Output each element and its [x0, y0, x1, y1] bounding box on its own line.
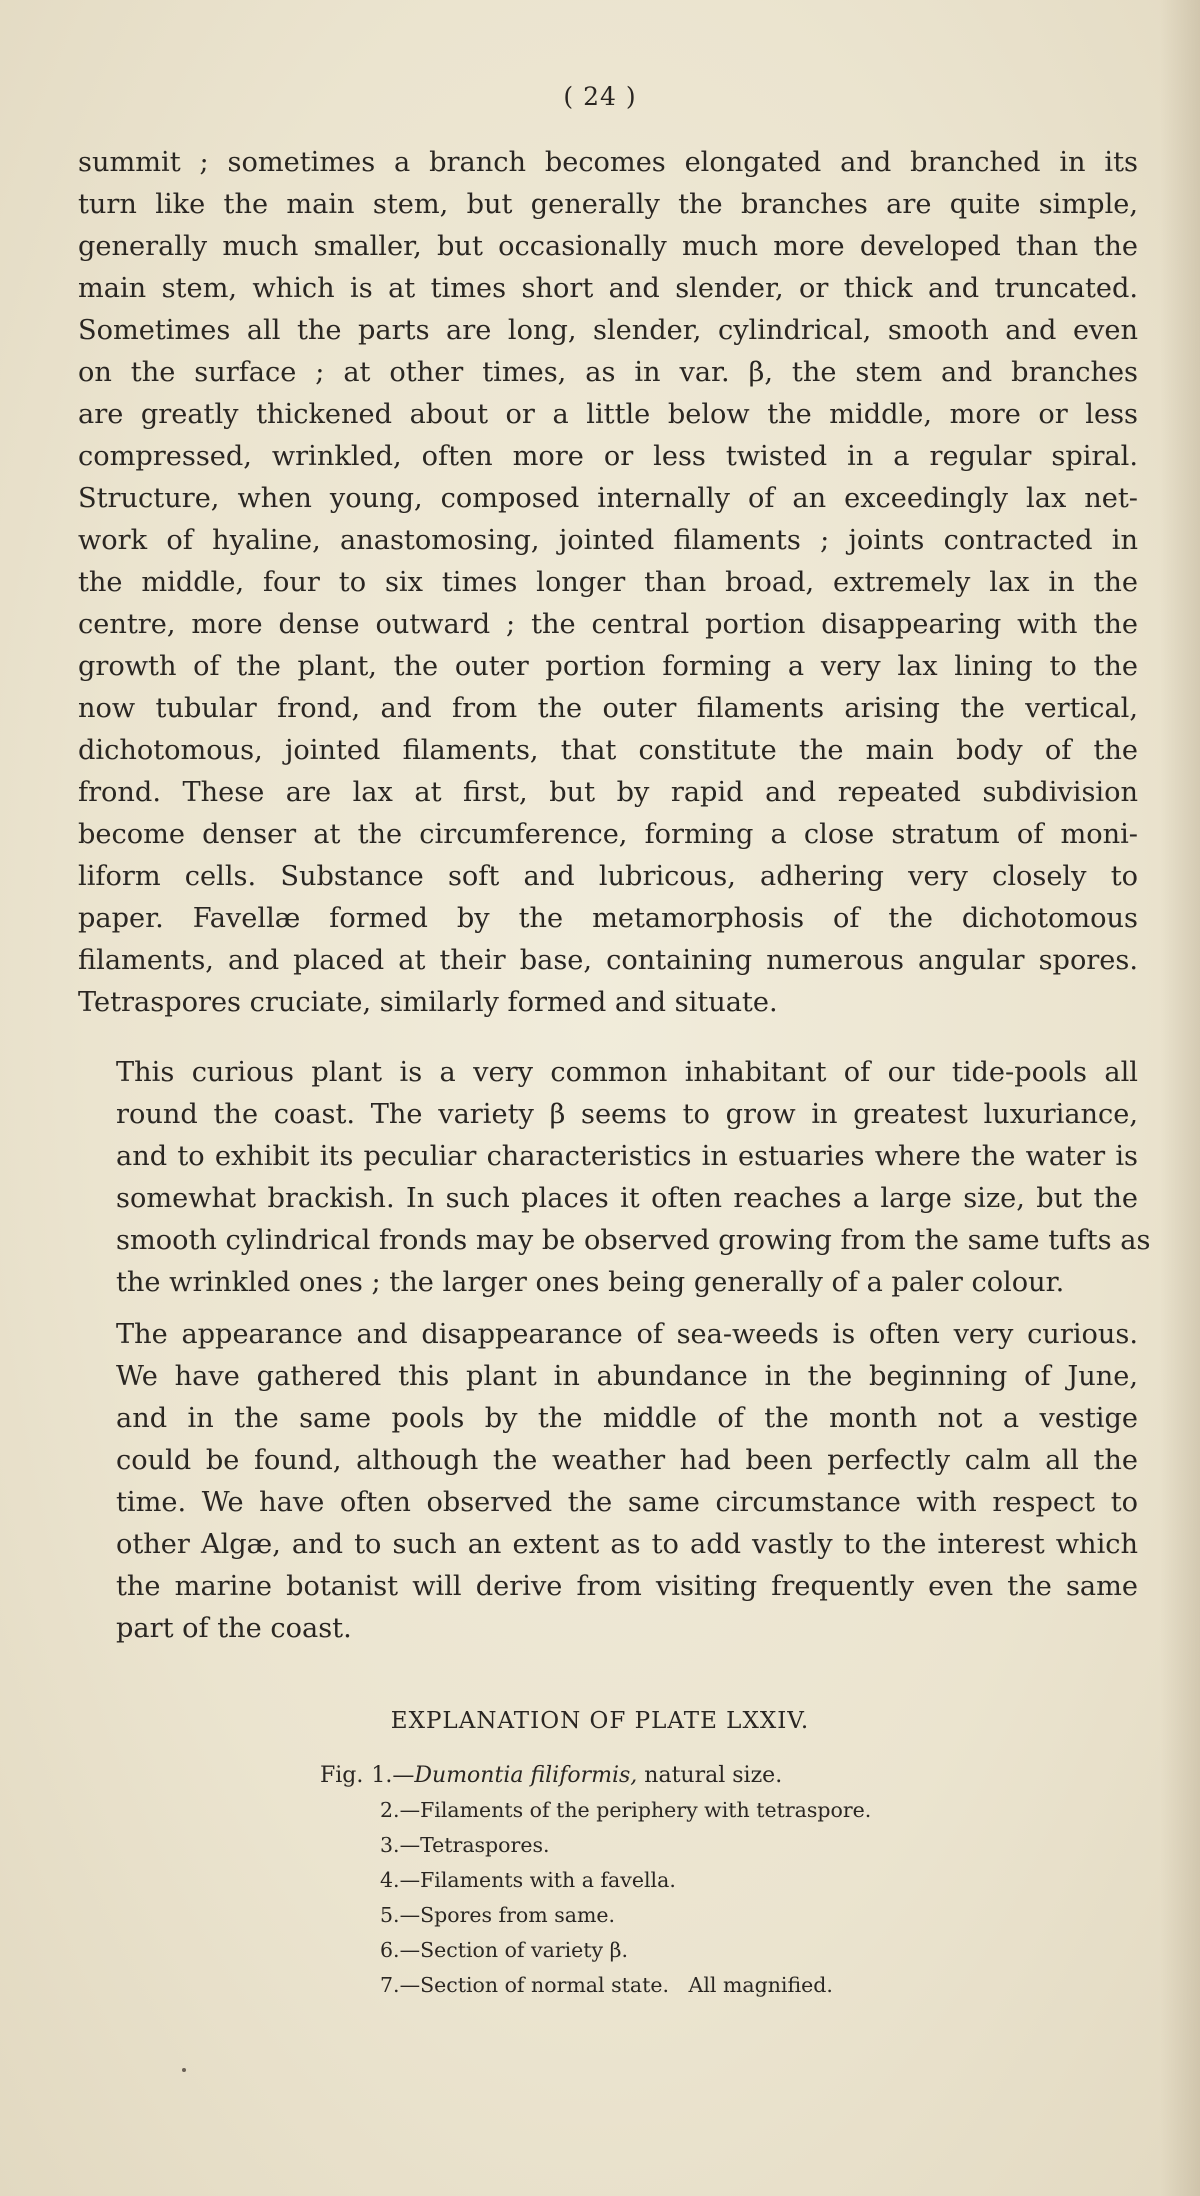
figure-item — [320, 1968, 1120, 2003]
figure-item — [320, 1828, 1120, 1863]
figure-number: 7. — [380, 1973, 400, 1997]
figure-caption: —Tetraspores. — [399, 1833, 550, 1857]
figure-caption: —Section of normal state. All magnified. — [399, 1973, 833, 1997]
text-line: the wrinkled ones ; the larger ones being generally of a paler colour. — [116, 1267, 1065, 1298]
text-line: on the surface ; at other times, as in var. β, the stem and branches — [78, 357, 1138, 388]
text-line: filaments, and placed at their base, containing numerous angular spores. — [78, 945, 1138, 976]
text-line: and in the same pools by the middle of the month not a vestige — [116, 1403, 1138, 1434]
text-line: part of the coast. — [116, 1613, 352, 1644]
page-number: ( 24 ) — [563, 82, 637, 111]
fig-label: Fig. — [320, 1763, 364, 1788]
text-line: generally much smaller, but occasionally much more developed than the — [78, 231, 1138, 262]
description-paragraph — [78, 142, 1138, 1024]
text-line: somewhat brackish. In such places it often reaches a large size, but the — [116, 1183, 1138, 1214]
text-line: are greatly thickened about or a little below the middle, more or less — [78, 399, 1138, 430]
figure-caption: —Filaments with a favella. — [399, 1868, 676, 1892]
text-line: We have gathered this plant in abundance in the beginning of June, — [116, 1361, 1138, 1392]
figure-number: 3. — [380, 1833, 400, 1857]
figure-list — [320, 1758, 1120, 2003]
plate-explanation-heading: EXPLANATION OF PLATE LXXIV. — [390, 1708, 810, 1734]
text-line: now tubular frond, and from the outer filaments arising the vertical, — [78, 693, 1138, 724]
figure-caption: —Section of variety β. — [399, 1938, 629, 1962]
text-line: smooth cylindrical fronds may be observed growing from the same tufts as — [116, 1225, 1151, 1256]
text-line: the middle, four to six times longer than broad, extremely lax in the — [78, 567, 1138, 598]
text-line: Sometimes all the parts are long, slender, cylindrical, smooth and even — [78, 315, 1138, 346]
figure-caption: —Spores from same. — [399, 1903, 616, 1927]
text-line: main stem, which is at times short and slender, or thick and truncated. — [78, 273, 1138, 304]
figure-caption: —Filaments of the periphery with tetraspore. — [399, 1798, 872, 1822]
text-line: Structure, when young, composed internally of an exceedingly lax net- — [78, 483, 1138, 514]
text-line: frond. These are lax at first, but by rapid and repeated subdivision — [78, 777, 1138, 808]
figure-item — [320, 1898, 1120, 1933]
text-line: paper. Favellæ formed by the metamorphosis of the dichotomous — [78, 903, 1138, 934]
figure-item — [320, 1863, 1120, 1898]
seasonal-paragraph — [78, 1314, 1138, 1650]
ink-speck — [182, 2068, 186, 2072]
species-name: Dumontia filiformis, — [414, 1763, 638, 1788]
body-text — [78, 142, 1151, 1650]
figure-number: 4. — [380, 1868, 400, 1892]
text-line: This curious plant is a very common inhabitant of our tide-pools all — [116, 1057, 1138, 1088]
text-line: work of hyaline, anastomosing, jointed filaments ; joints contracted in — [78, 525, 1138, 556]
figure-number: 5. — [380, 1903, 400, 1927]
text-line: other Algæ, and to such an extent as to add vastly to the interest which — [116, 1529, 1138, 1560]
figure-caption: natural size. — [644, 1763, 783, 1788]
figure-number: 6. — [380, 1938, 400, 1962]
figure-number: 1.— — [371, 1763, 415, 1788]
text-line: become denser at the circumference, forming a close stratum of moni- — [78, 819, 1138, 850]
text-line: summit ; sometimes a branch becomes elongated and branched in its — [78, 147, 1138, 178]
text-line: time. We have often observed the same circumstance with respect to — [116, 1487, 1138, 1518]
text-line: could be found, although the weather had been perfectly calm all the — [116, 1445, 1138, 1476]
figure-item — [320, 1758, 1120, 1793]
text-line: liform cells. Substance soft and lubricous, adhering very closely to — [78, 861, 1138, 892]
text-line: dichotomous, jointed filaments, that constitute the main body of the — [78, 735, 1138, 766]
habitat-paragraph — [78, 1052, 1151, 1304]
text-line: growth of the plant, the outer portion forming a very lax lining to the — [78, 651, 1138, 682]
text-line: and to exhibit its peculiar characteristics in estuaries where the water is — [116, 1141, 1138, 1172]
text-line: The appearance and disappearance of sea-weeds is often very curious. — [116, 1319, 1138, 1350]
text-line: the marine botanist will derive from visiting frequently even the same — [116, 1571, 1138, 1602]
figure-number: 2. — [380, 1798, 400, 1822]
text-line: centre, more dense outward ; the central portion disappearing with the — [78, 609, 1138, 640]
figure-item — [320, 1933, 1120, 1968]
text-line: Tetraspores cruciate, similarly formed and situate. — [78, 987, 778, 1018]
text-line: turn like the main stem, but generally the branches are quite simple, — [78, 189, 1138, 220]
text-line: compressed, wrinkled, often more or less twisted in a regular spiral. — [78, 441, 1138, 472]
figure-item — [320, 1793, 1120, 1828]
text-line: round the coast. The variety β seems to grow in greatest luxuriance, — [116, 1099, 1138, 1130]
